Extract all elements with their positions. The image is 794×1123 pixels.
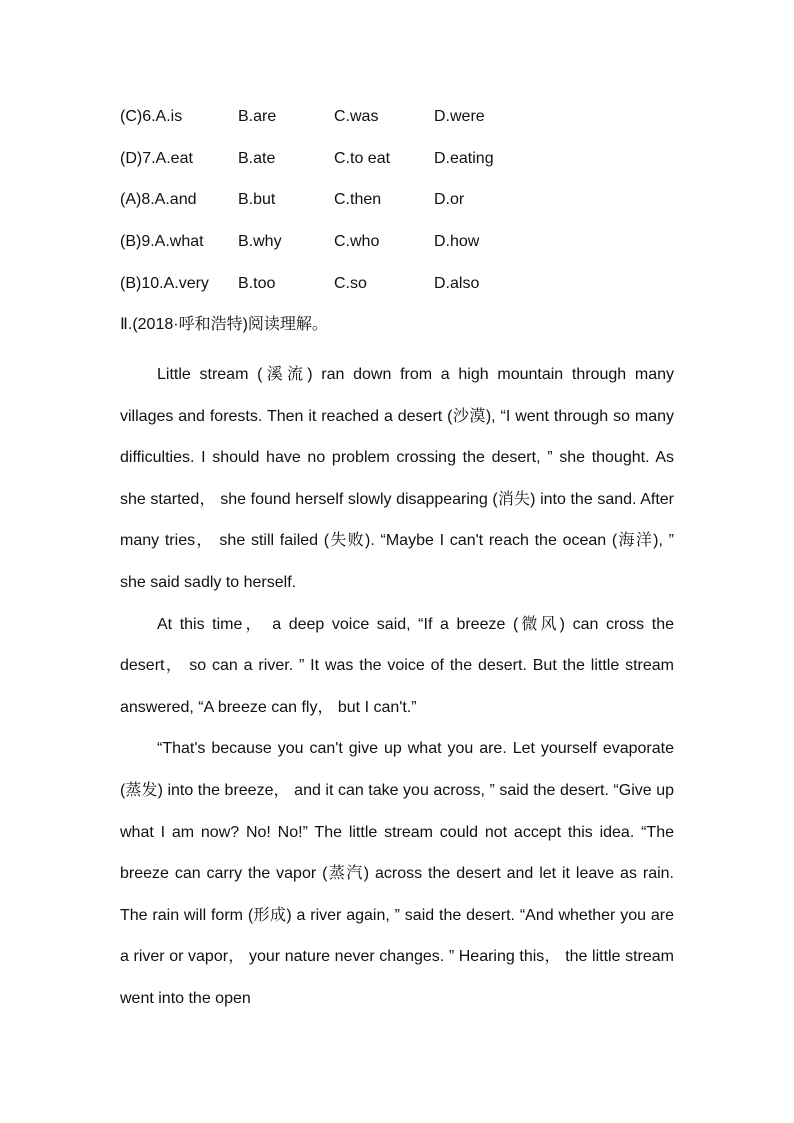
option-b: B.ate: [238, 149, 276, 167]
answer-row-9: [120, 229, 680, 271]
answer-options-list: [120, 104, 680, 312]
option-c: C.who: [334, 233, 380, 251]
option-b: B.too: [238, 274, 276, 292]
option-d: D.how: [434, 233, 480, 251]
option-c: C.to eat: [334, 149, 391, 167]
question-answer: (C)6.A.is: [120, 108, 183, 125]
option-d: D.were: [434, 108, 485, 125]
option-b: B.are: [238, 108, 277, 125]
answer-row-10: [120, 271, 680, 313]
option-d: D.eating: [434, 149, 494, 167]
passage-paragraph: Little stream (溪流) ran down from a high mountain through many villages and forests. Then it reached a desert (沙漠), “I went through so many difficulties. I should have no problem crossing the desert, ” she thought. As she started， she found herself slowly disappearing (消失) into the sand. After many tries， she still failed (失败). “Maybe I can't reach the ocean (海洋), ” she said sadly to herself.: [120, 366, 674, 591]
section-heading: Ⅱ.(2018·呼和浩特)阅读理解。: [120, 316, 328, 333]
option-c: C.so: [334, 274, 367, 292]
option-c: C.was: [334, 108, 379, 125]
question-answer: (B)9.A.what: [120, 233, 204, 251]
option-d: D.or: [434, 191, 465, 209]
answer-row-6: [120, 104, 680, 146]
question-answer: (A)8.A.and: [120, 191, 197, 209]
question-answer: (B)10.A.very: [120, 274, 209, 292]
option-b: B.but: [238, 191, 276, 209]
option-c: C.then: [334, 191, 382, 209]
answer-row-8: [120, 187, 680, 229]
question-answer: (D)7.A.eat: [120, 149, 193, 167]
answer-row-7: [120, 146, 680, 188]
passage-paragraph: “That's because you can't give up what you are. Let yourself evaporate (蒸发) into the breeze， and it can take you across, ” said the desert. “Give up what I am now? No! No!” The little stream could not accept this idea. “The breeze can carry the vapor (蒸汽) across the desert and let it leave as rain. The rain will form (形成) a river again, ” said the desert. “And whether you are a river or vapor， your nature never changes. ” Hearing this， the little stream went into the open: [120, 740, 674, 1007]
passage-paragraph: At this time， a deep voice said, “If a breeze (微风) can cross the desert， so can a river. ” It was the voice of the desert. But the little stream answered, “A breeze can fly， but I can't.”: [120, 615, 674, 716]
option-b: B.why: [238, 233, 282, 251]
reading-passage: [120, 354, 674, 1020]
option-d: D.also: [434, 274, 480, 292]
